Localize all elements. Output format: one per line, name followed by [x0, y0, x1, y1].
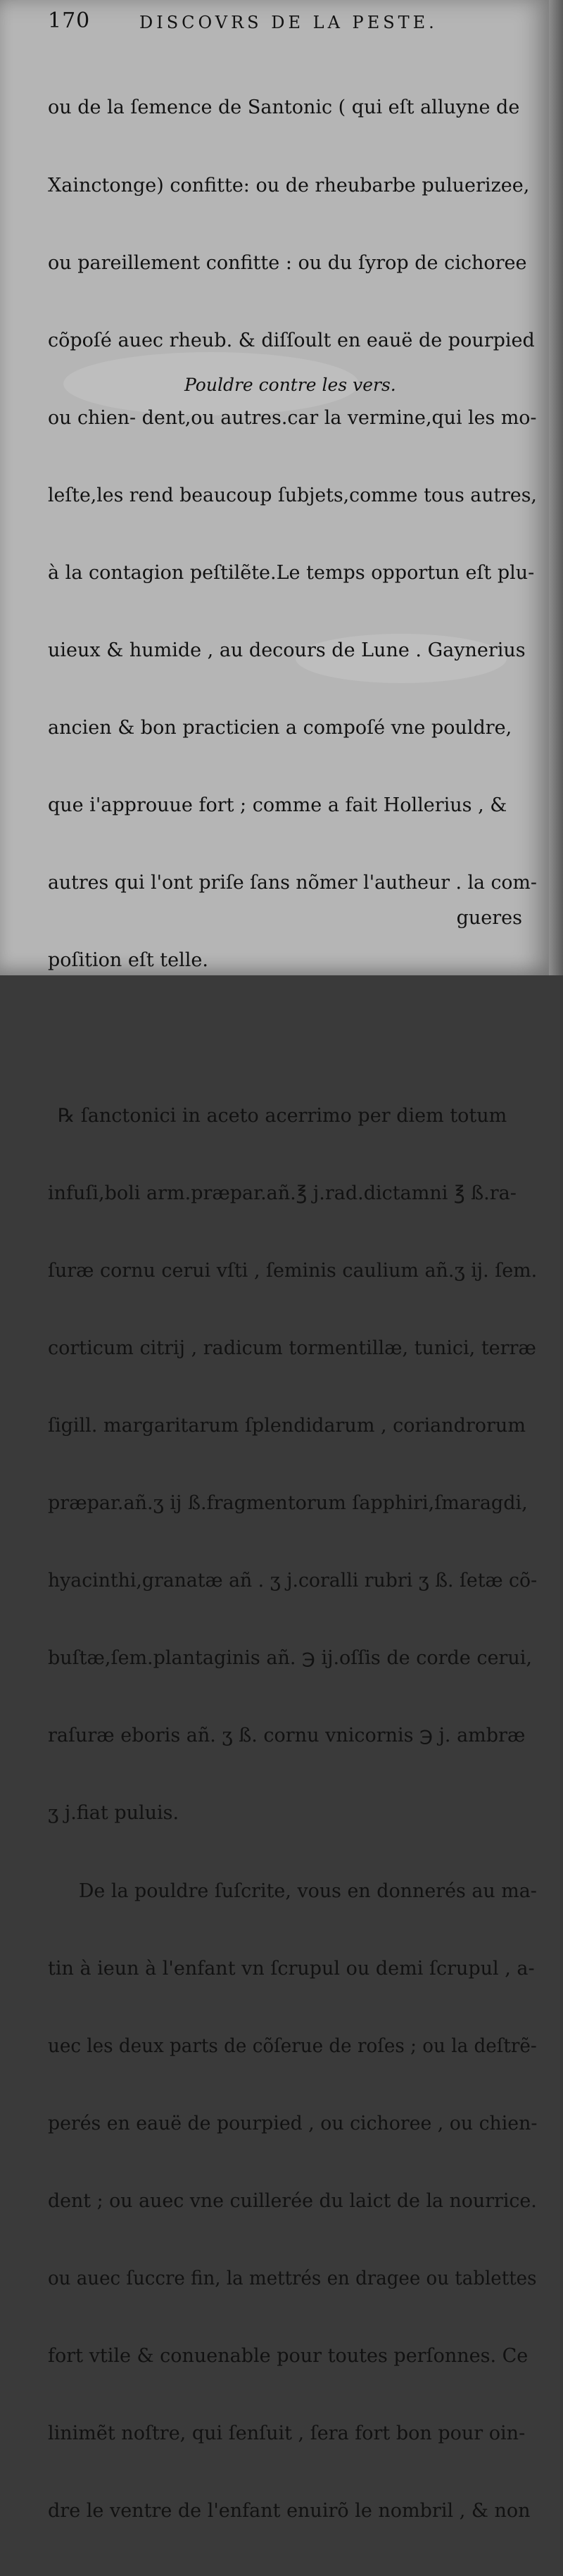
text-line: que i'approuue fort ; comme a fait Hollerius , &	[48, 794, 507, 817]
text-line: ancien & bon practicien a compoſé vne pouldre,	[48, 717, 512, 739]
text-line: ou de la ſemence de Santonic ( qui eſt alluyne de	[48, 96, 520, 119]
text-line: poſition eſt telle.	[48, 949, 208, 972]
text-line: hyacinthi,granatæ añ . ʒ j.coralli rubri ʒ ß. ſetæ cõ-	[48, 1570, 538, 1592]
text-line: autres qui l'ont priſe ſans nõmer l'autheur . la com-	[48, 872, 537, 894]
text-line: Xainctonge) confitte: ou de rheubarbe puluerizee,	[48, 174, 530, 196]
page-edge	[549, 0, 563, 975]
running-title: DISCOVRS DE LA PESTE.	[139, 13, 438, 32]
text-line: ſigill. margaritarum ſplendidarum , coriandrorum	[48, 1415, 526, 1437]
text-line: ou pareillement confitte : ou du ſyrop de cichoree	[48, 251, 527, 274]
text-line: leſte,les rend beaucoup ſubjets,comme tous autres,	[48, 484, 537, 506]
page-header	[48, 8, 470, 37]
text-line: uec les deux parts de cõſerue de roſes ; ou la deſtrẽ-	[48, 2034, 537, 2057]
text-line: De la pouldre ſuſcrite, vous en donnerés au ma-	[78, 1880, 537, 1902]
text-line: uieux & humide , au decours de Lune . Gaynerius	[48, 639, 526, 662]
text-line: corticum citrij , radicum tormentillæ, tunici, terræ	[48, 1337, 536, 1359]
text-line: infuſi,boli arm.præpar.añ.℥ j.rad.dictamni ℥ ß.ra-	[48, 1182, 517, 1204]
text-line: ou chien- dent,ou autres.car la vermine,qui les mo-	[48, 406, 537, 429]
text-line: linimẽt noſtre, qui ſenſuit , ſera fort bon pour oin-	[48, 2422, 526, 2445]
section-heading: Pouldre contre les vers.	[184, 375, 396, 395]
text-line: præpar.añ.ʒ ij ß.fragmentorum ſapphiri,ſmaragdi,	[48, 1492, 528, 1515]
text-line: perés en eauë de pourpied , ou cichoree , ou chien-	[48, 2112, 538, 2134]
page-number: 170	[48, 8, 91, 33]
catchword: gueres	[456, 907, 522, 929]
text-line: à la contagion peſtilẽte.Le temps opportun eſt plu-	[48, 561, 535, 584]
text-line: ſuræ cornu cerui vſti , ſeminis caulium añ.ʒ ij. ſem.	[48, 1259, 538, 1282]
text-line: cõpoſé auec rheub. & diſſoult en eauë de pourpied	[48, 329, 535, 351]
text-line: dre le ventre de l'enfant enuirõ le nombril , & non	[48, 2500, 531, 2522]
text-line: ℞ ſanctonici in aceto acerrimo per diem totum	[58, 1104, 507, 1127]
blank-line	[48, 1026, 540, 1052]
main-text	[48, 44, 540, 2576]
text-line: fort vtile & conuenable pour toutes perſonnes. Ce	[48, 2345, 529, 2368]
text-line: buſtæ,ſem.plantaginis añ. ℈ ij.oſſis de corde cerui,	[48, 1647, 532, 1670]
text-line: tin à ieun à l'enfant vn ſcrupul ou demi ſcrupul , a-	[48, 1957, 535, 1980]
text-line: ʒ j.fiat puluis.	[48, 1802, 179, 1825]
text-line: dent ; ou auec vne cuillerée du laict de la nourrice.	[48, 2189, 537, 2212]
text-line: raſuræ eboris añ. ʒ ß. cornu vnicornis ℈ j. ambræ	[48, 1725, 526, 1747]
text-line: ou auec ſuccre fin, la mettrés en dragee ou tablettes	[48, 2268, 537, 2290]
